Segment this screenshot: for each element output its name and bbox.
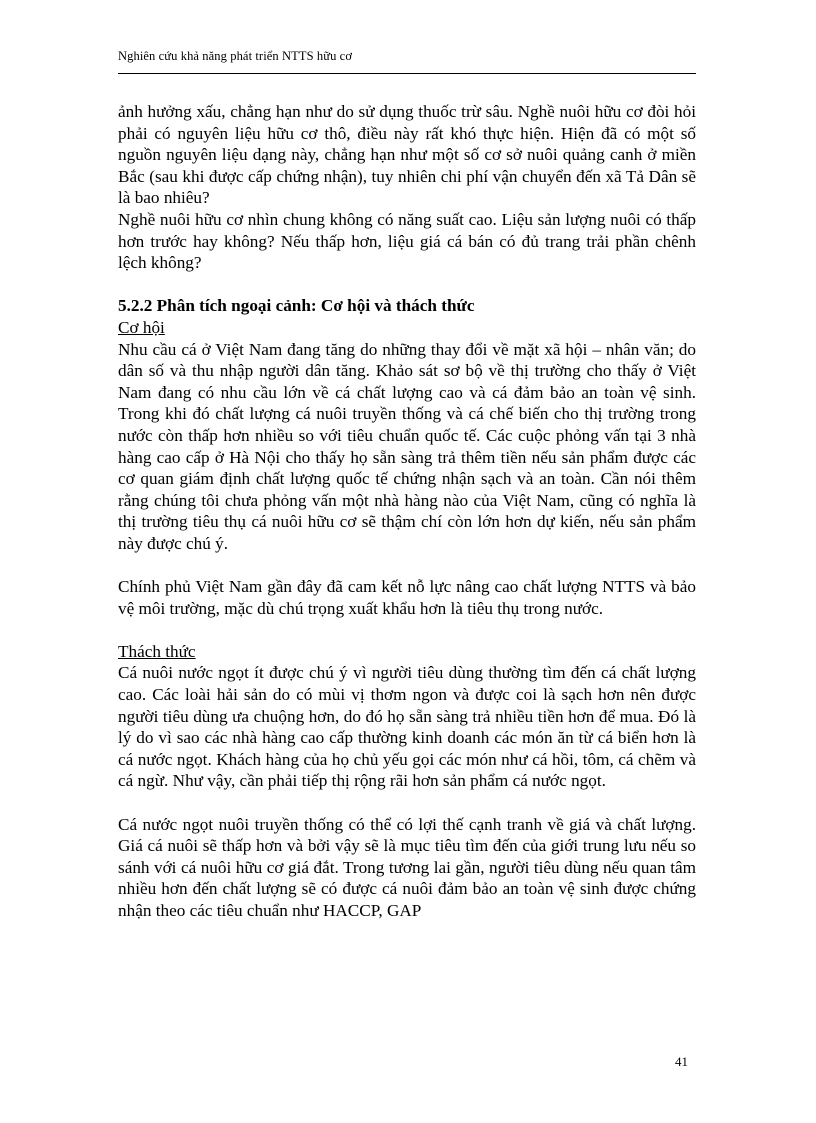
page-body: [118, 101, 696, 922]
paragraph: ảnh hưởng xấu, chẳng hạn như do sử dụng thuốc trừ sâu. Nghề nuôi hữu cơ đòi hỏi phải có nguyên liệu hữu cơ thô, điều này rất khó thực hiện. Hiện đã có một số nguồn nguyên liệu dạng này, chẳng hạn như một số cơ sở nuôi quảng canh ở miền Bắc (sau khi được cấp chứng nhận), tuy nhiên chi phí vận chuyển đến xã Tả Dân sẽ là bao nhiêu?: [118, 102, 696, 208]
spacer: [118, 554, 696, 576]
paragraph: Nhu cầu cá ở Việt Nam đang tăng do những thay đổi về mặt xã hội – nhân văn; do dân số và thu nhập người dân tăng. Khảo sát sơ bộ về thị trường cho thấy ở Việt Nam đang có nhu cầu lớn về cá chất lượng cao và cá đảm bảo an toàn vệ sinh. Trong khi đó chất lượng cá nuôi truyền thống và cá chế biến cho thị trường trong nước còn thấp hơn nhiều so với tiêu chuẩn quốc tế. Các cuộc phỏng vấn tại 3 nhà hàng cao cấp ở Hà Nội cho thấy họ sẵn sàng trả thêm tiền nếu sản phẩm được các cơ quan giám định chất lượng quốc tế chứng nhận sạch và an toàn. Cần nói thêm rằng chúng tôi chưa phỏng vấn một nhà hàng nào của Việt Nam, cũng có nghĩa là thị trường tiêu thụ cá nuôi hữu cơ sẽ thậm chí còn lớn hơn dự kiến, nếu sản phẩm này được chú ý.: [118, 339, 696, 553]
spacer: [118, 274, 696, 296]
spacer: [118, 792, 696, 814]
spacer: [118, 619, 696, 641]
section-title: 5.2.2 Phân tích ngoại cảnh: Cơ hội và thách thức: [118, 296, 475, 316]
header-divider: [118, 73, 696, 74]
paragraph: Chính phủ Việt Nam gần đây đã cam kết nỗ lực nâng cao chất lượng NTTS và bảo vệ môi trường, mặc dù chú trọng xuất khẩu hơn là tiêu thụ trong nước.: [118, 577, 696, 618]
paragraph: Cá nuôi nước ngọt ít được chú ý vì người tiêu dùng thường tìm đến cá chất lượng cao. Các loài hải sản do có mùi vị thơm ngon và được coi là sạch hơn nên được người tiêu dùng ưa chuộng hơn, do đó họ sẵn sàng trả nhiều tiền hơn để mua. Đó là lý do vì sao các nhà hàng cao cấp thường kinh doanh các món ăn từ cá biển hơn là cá nước ngọt. Khách hàng của họ chủ yếu gọi các món như cá hồi, tôm, cá chẽm và cá ngừ. Như vậy, cần phải tiếp thị rộng rãi hơn sản phẩm cá nước ngọt.: [118, 663, 696, 791]
paragraph: Cá nước ngọt nuôi truyền thống có thể có lợi thế cạnh tranh về giá và chất lượng. Giá cá nuôi sẽ thấp hơn và bởi vậy sẽ là mục tiêu tìm đến của giới trung lưu nếu so sánh với cá nuôi hữu cơ giá đắt. Trong tương lai gần, người tiêu dùng nếu quan tâm nhiều hơn đến chất lượng sẽ có được cá nuôi đảm bảo an toàn vệ sinh được chứng nhận theo các tiêu chuẩn như HACCP, GAP: [118, 814, 696, 920]
opportunities-heading: Cơ hội: [118, 317, 165, 337]
challenges-heading: Thách thức: [118, 641, 196, 661]
running-header: Nghiên cứu khả năng phát triển NTTS hữu cơ: [118, 49, 353, 63]
paragraph: Nghề nuôi hữu cơ nhìn chung không có năng suất cao. Liệu sản lượng nuôi có thấp hơn trước hay không? Nếu thấp hơn, liệu giá cá bán có đủ trang trải phần chênh lệch không?: [118, 209, 696, 273]
page-number: 41: [675, 1054, 688, 1069]
